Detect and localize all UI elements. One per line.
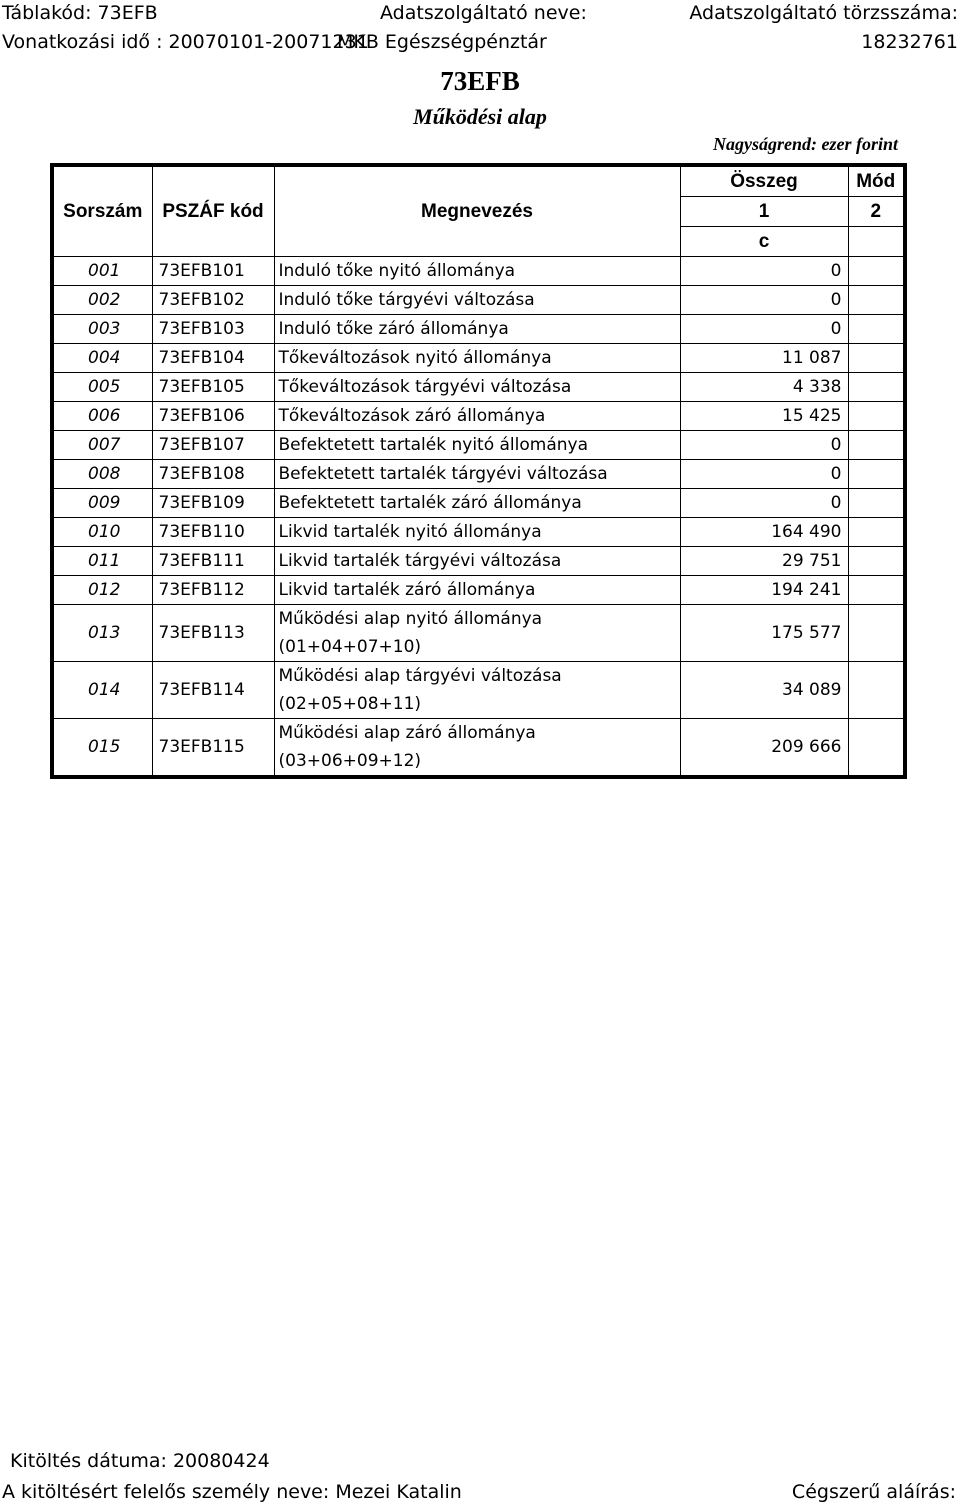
row-code: 73EFB101 <box>152 257 274 286</box>
row-value: 11 087 <box>680 344 848 373</box>
row-mod <box>848 605 905 662</box>
row-code: 73EFB107 <box>152 431 274 460</box>
row-name <box>274 431 680 460</box>
table-row <box>52 605 905 662</box>
col-header-osszeg: Összeg <box>680 165 848 197</box>
col-number-1: 1 <box>680 197 848 227</box>
row-mod <box>848 344 905 373</box>
table-row <box>52 719 905 778</box>
row-mod <box>848 719 905 778</box>
row-name-text: Tőkeváltozások tárgyévi változása <box>278 377 572 397</box>
table-row <box>52 547 905 576</box>
col-header-megnevezes: Megnevezés <box>274 165 680 257</box>
row-name <box>274 518 680 547</box>
row-code: 73EFB114 <box>152 662 274 719</box>
row-value: 0 <box>680 315 848 344</box>
col-header-mod: Mód <box>848 165 905 197</box>
row-value: 0 <box>680 286 848 315</box>
row-number: 006 <box>52 402 152 431</box>
row-mod <box>848 402 905 431</box>
row-name-text: Induló tőke záró állománya <box>278 319 509 339</box>
row-mod <box>848 286 905 315</box>
row-name-text: Működési alap záró állománya <box>278 723 536 743</box>
page-title: 73EFB <box>440 66 520 96</box>
row-value: 0 <box>680 431 848 460</box>
table-row <box>52 518 905 547</box>
signature-label: Cégszerű aláírás: <box>791 1481 956 1503</box>
row-number: 003 <box>52 315 152 344</box>
table-code: Táblakód: 73EFB <box>2 2 158 24</box>
table-row <box>52 402 905 431</box>
row-name-formula: (01+04+07+10) <box>278 637 422 657</box>
row-name-text: Tőkeváltozások záró állománya <box>278 406 546 426</box>
row-name-text: Likvid tartalék tárgyévi változása <box>278 551 562 571</box>
table-row <box>52 315 905 344</box>
row-name <box>274 286 680 315</box>
row-number: 015 <box>52 719 152 778</box>
provider-reg: 18232761 <box>861 31 958 53</box>
row-name <box>274 719 680 778</box>
responsible-person: A kitöltésért felelős személy neve: Mezei Katalin <box>2 1481 462 1503</box>
table-row <box>52 431 905 460</box>
row-code: 73EFB110 <box>152 518 274 547</box>
row-mod <box>848 373 905 402</box>
row-mod <box>848 489 905 518</box>
row-number: 002 <box>52 286 152 315</box>
row-value: 15 425 <box>680 402 848 431</box>
row-number: 009 <box>52 489 152 518</box>
row-value: 4 338 <box>680 373 848 402</box>
row-number: 010 <box>52 518 152 547</box>
row-code: 73EFB109 <box>152 489 274 518</box>
table-row <box>52 576 905 605</box>
row-value: 175 577 <box>680 605 848 662</box>
row-value: 209 666 <box>680 719 848 778</box>
row-value: 34 089 <box>680 662 848 719</box>
row-mod <box>848 460 905 489</box>
row-value: 0 <box>680 489 848 518</box>
row-value: 29 751 <box>680 547 848 576</box>
row-number: 014 <box>52 662 152 719</box>
row-mod <box>848 518 905 547</box>
row-name <box>274 576 680 605</box>
row-name-text: Működési alap nyitó állománya <box>278 609 543 629</box>
row-name-formula: (03+06+09+12) <box>278 751 422 771</box>
row-name-text: Befektetett tartalék tárgyévi változása <box>278 464 608 484</box>
row-name <box>274 547 680 576</box>
row-code: 73EFB112 <box>152 576 274 605</box>
col-header-pszaf: PSZÁF kód <box>152 165 274 257</box>
row-name <box>274 402 680 431</box>
row-name <box>274 489 680 518</box>
col-number-2: 2 <box>848 197 905 227</box>
row-number: 005 <box>52 373 152 402</box>
row-name-text: Induló tőke nyitó állománya <box>278 261 516 281</box>
fill-date: Kitöltés dátuma: 20080424 <box>10 1450 270 1472</box>
row-name <box>274 344 680 373</box>
row-code: 73EFB111 <box>152 547 274 576</box>
row-mod <box>848 662 905 719</box>
reference-period: Vonatkozási idő : 20070101-20071231 <box>2 31 369 53</box>
row-code: 73EFB103 <box>152 315 274 344</box>
row-name-text: Likvid tartalék nyitó állománya <box>278 522 542 542</box>
row-number: 008 <box>52 460 152 489</box>
row-code: 73EFB102 <box>152 286 274 315</box>
row-name-formula: (02+05+08+11) <box>278 694 422 714</box>
row-name <box>274 460 680 489</box>
row-code: 73EFB104 <box>152 344 274 373</box>
row-name-text: Befektetett tartalék nyitó állománya <box>278 435 589 455</box>
row-name <box>274 605 680 662</box>
row-name-text: Induló tőke tárgyévi változása <box>278 290 535 310</box>
table-row <box>52 489 905 518</box>
table-row <box>52 257 905 286</box>
row-code: 73EFB108 <box>152 460 274 489</box>
row-mod <box>848 257 905 286</box>
row-value: 0 <box>680 257 848 286</box>
row-mod <box>848 576 905 605</box>
row-name-text: Likvid tartalék záró állománya <box>278 580 536 600</box>
col-letter-c: c <box>680 227 848 257</box>
row-number: 001 <box>52 257 152 286</box>
col-header-sorszam: Sorszám <box>52 165 152 257</box>
col-letter-empty <box>848 227 905 257</box>
unit-label: Nagyságrend: ezer forint <box>713 134 898 154</box>
row-number: 007 <box>52 431 152 460</box>
row-name <box>274 315 680 344</box>
row-code: 73EFB106 <box>152 402 274 431</box>
row-name <box>274 373 680 402</box>
row-number: 012 <box>52 576 152 605</box>
row-mod <box>848 431 905 460</box>
row-mod <box>848 547 905 576</box>
row-name <box>274 257 680 286</box>
table-row <box>52 373 905 402</box>
provider-reg-label: Adatszolgáltató törzsszáma: <box>689 2 958 24</box>
row-code: 73EFB115 <box>152 719 274 778</box>
row-number: 013 <box>52 605 152 662</box>
table-row <box>52 344 905 373</box>
table-row <box>52 460 905 489</box>
row-mod <box>848 315 905 344</box>
page-subtitle: Működési alap <box>413 104 547 129</box>
row-value: 164 490 <box>680 518 848 547</box>
row-value: 0 <box>680 460 848 489</box>
row-number: 011 <box>52 547 152 576</box>
fund-table <box>50 163 907 779</box>
provider-name-label: Adatszolgáltató neve: <box>380 2 587 24</box>
table-row <box>52 662 905 719</box>
table-row <box>52 286 905 315</box>
row-number: 004 <box>52 344 152 373</box>
row-value: 194 241 <box>680 576 848 605</box>
row-code: 73EFB105 <box>152 373 274 402</box>
row-name-text: Működési alap tárgyévi változása <box>278 666 562 686</box>
row-name <box>274 662 680 719</box>
row-name-text: Tőkeváltozások nyitó állománya <box>278 348 552 368</box>
provider-name: MKB Egészségpénztár <box>337 31 547 53</box>
row-code: 73EFB113 <box>152 605 274 662</box>
row-name-text: Befektetett tartalék záró állománya <box>278 493 582 513</box>
